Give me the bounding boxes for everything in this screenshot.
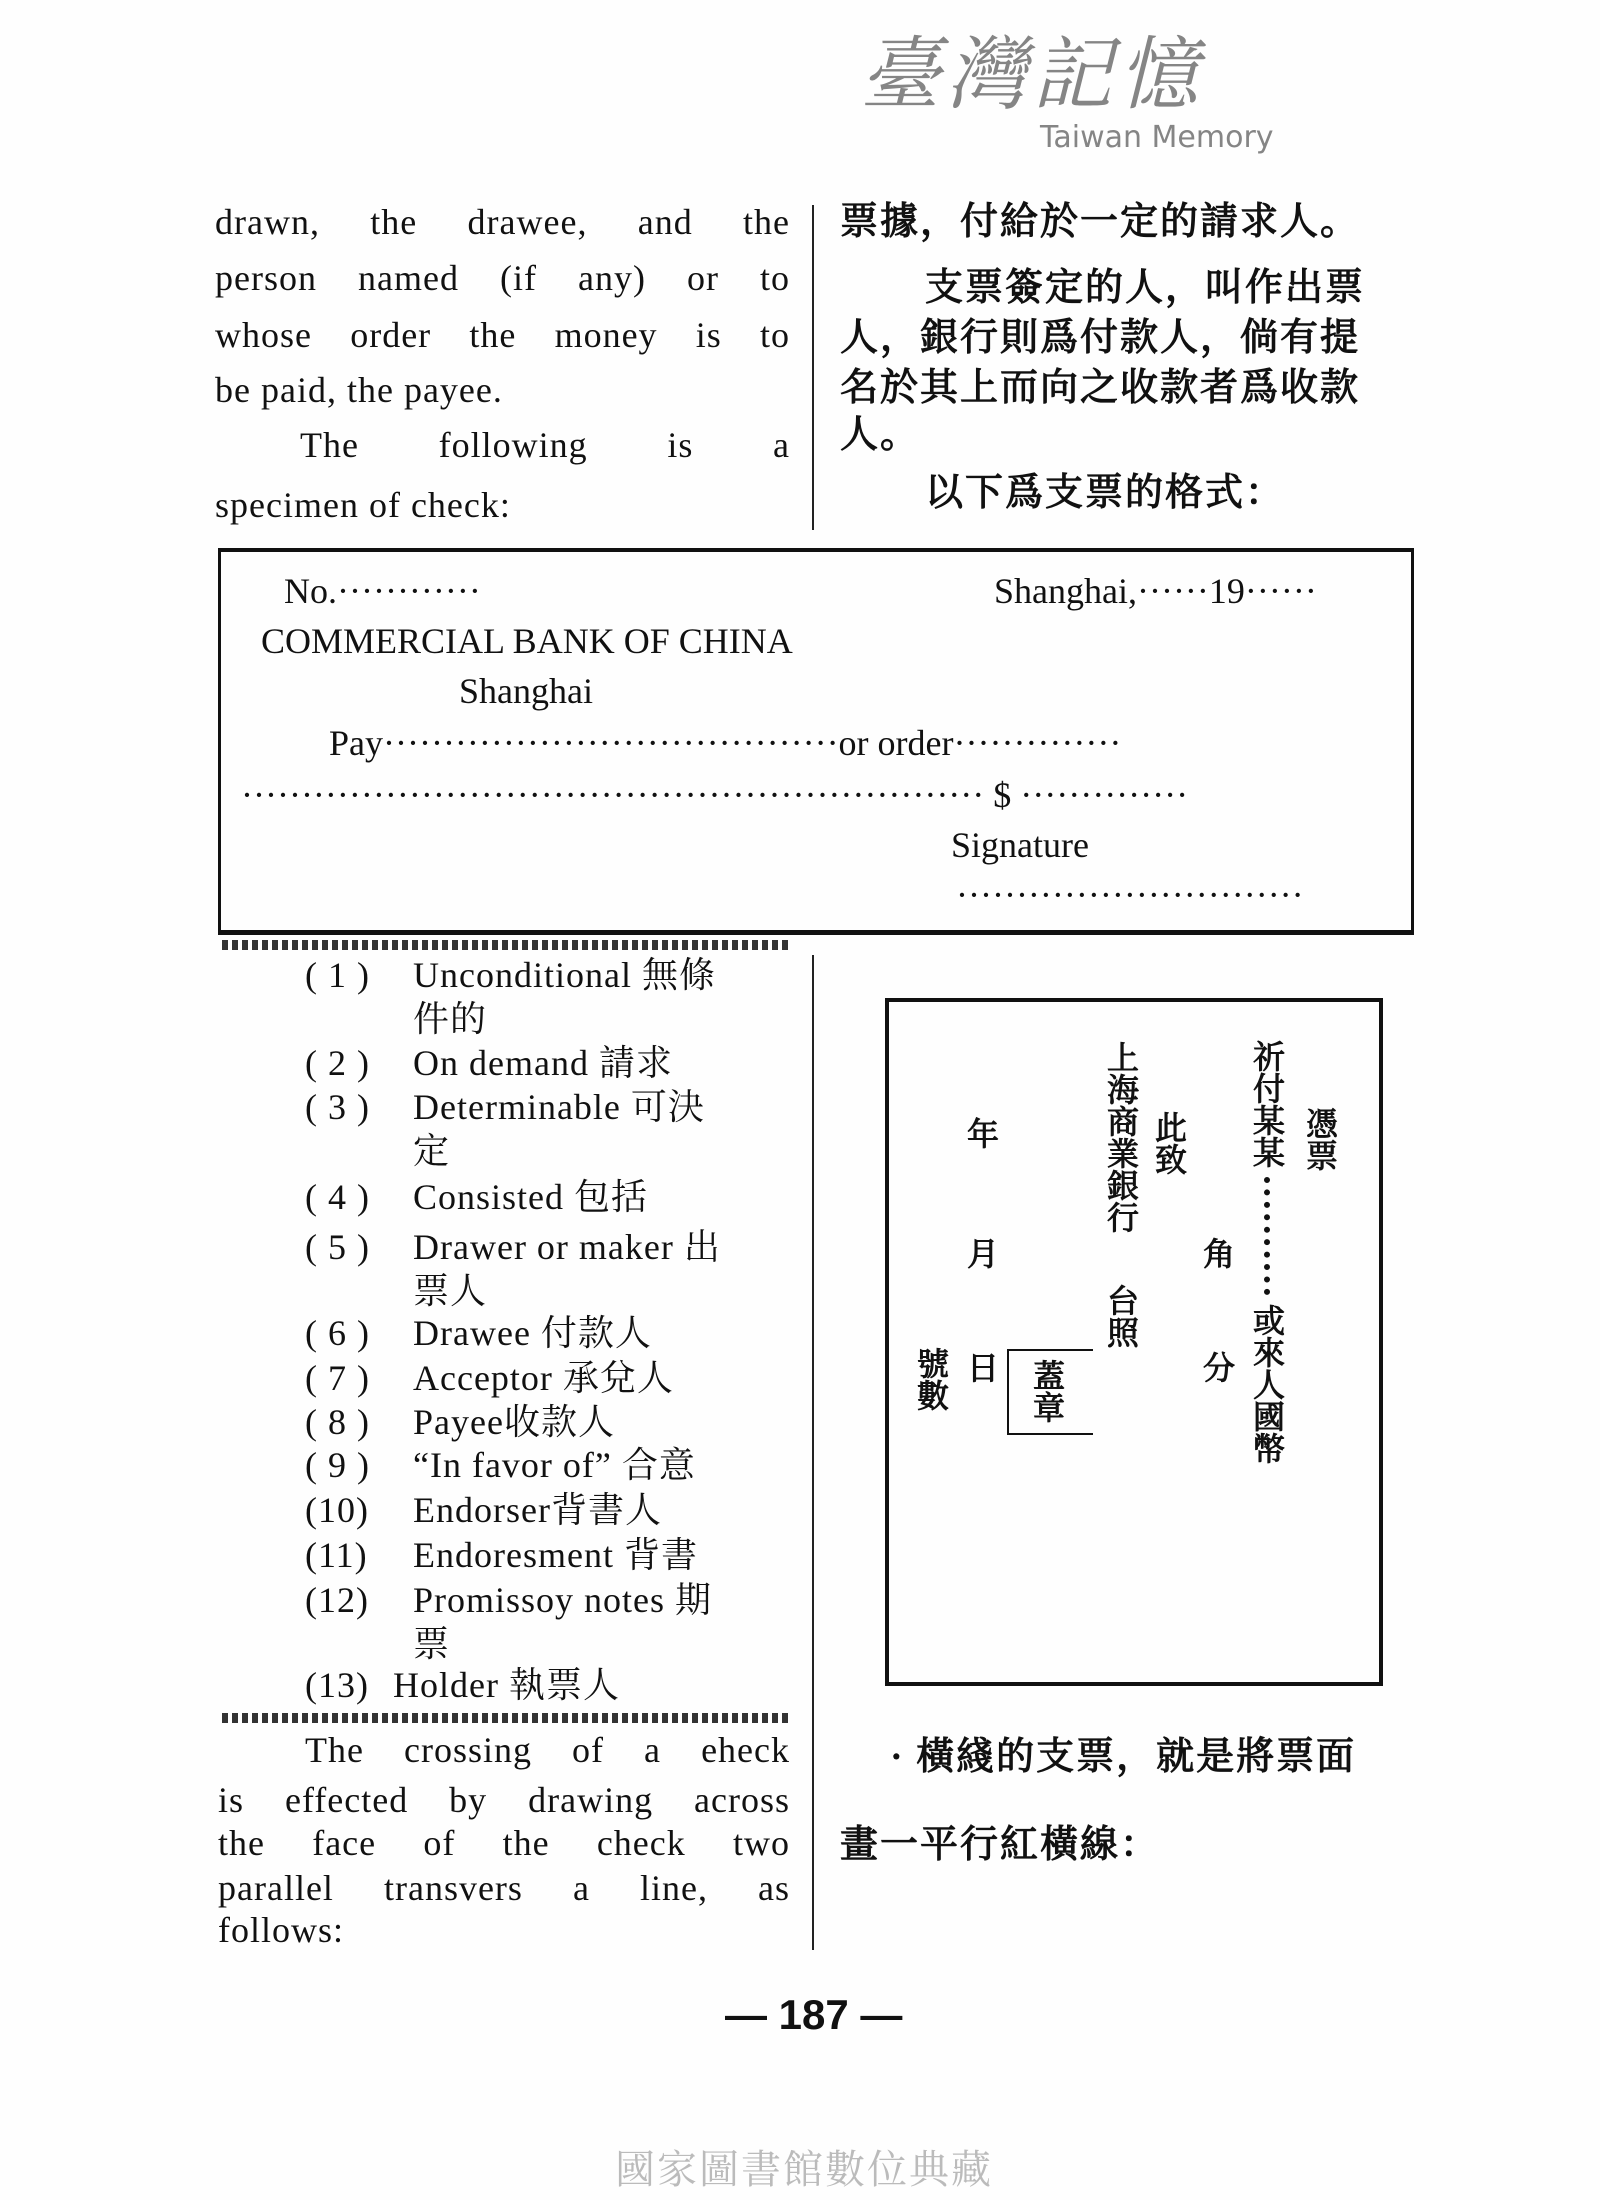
vocab-term: “In favor of” 合意 bbox=[413, 1445, 696, 1485]
cn-check-col: 此致 bbox=[1150, 1111, 1188, 1175]
cn-check-col: 或來人國幣 bbox=[1248, 1304, 1286, 1464]
vocab-term: Payee收款人 bbox=[413, 1402, 615, 1442]
cn-check-col: 角 bbox=[1198, 1237, 1236, 1269]
cn-check-col: 分 bbox=[1198, 1351, 1236, 1383]
check-amount-line: ······························································ $ ·············· bbox=[241, 775, 1189, 815]
vocab-term: Drawer or maker 出 bbox=[413, 1227, 721, 1267]
cn-check-col: 日 bbox=[962, 1351, 1000, 1383]
vocab-number: (10) bbox=[305, 1490, 369, 1530]
left-top-line: person named (if any) or to bbox=[215, 258, 790, 298]
check-bank-name: COMMERCIAL BANK OF CHINA bbox=[261, 621, 793, 661]
left-bottom-line: the face of the check two bbox=[218, 1823, 790, 1863]
vocab-term: Promissoy notes 期 bbox=[413, 1580, 713, 1620]
vocab-number: (11) bbox=[305, 1535, 368, 1575]
cn-check-col: 上海商業銀行 bbox=[1102, 1041, 1140, 1233]
cn-check-col: 祈付某某 bbox=[1248, 1040, 1286, 1168]
check-place-date: Shanghai,······19······ bbox=[994, 571, 1317, 611]
vocab-term: Endoresment 背書 bbox=[413, 1535, 698, 1575]
vocab-term: Drawee 付款人 bbox=[413, 1313, 652, 1353]
left-top-line: whose order the money is to bbox=[215, 315, 790, 355]
vocab-term: On demand 請求 bbox=[413, 1043, 673, 1083]
right-top-line: 支票簽定的人，叫作出票 bbox=[925, 267, 1366, 309]
vocab-number: ( 7 ) bbox=[305, 1358, 370, 1398]
check-specimen bbox=[218, 548, 1414, 935]
vocab-term-continued: 件的 bbox=[413, 999, 488, 1039]
vocab-number: (13) bbox=[305, 1665, 369, 1705]
right-bottom-line: 畫一平行紅橫線： bbox=[840, 1824, 1161, 1866]
vocab-term: Unconditional 無條 bbox=[413, 955, 716, 995]
vocab-term: Endorser背書人 bbox=[413, 1490, 662, 1530]
cn-check-col: 台照 bbox=[1102, 1284, 1140, 1348]
left-bottom-line: parallel transvers a line, as bbox=[218, 1868, 790, 1908]
right-top-line: 人，銀行則爲付款人，倘有提 bbox=[840, 317, 1361, 359]
cn-check-col: 號數 bbox=[912, 1347, 950, 1411]
vocab-number: ( 1 ) bbox=[305, 955, 370, 995]
vocab-number: ( 3 ) bbox=[305, 1087, 370, 1127]
vocab-term-continued: 定 bbox=[413, 1131, 451, 1171]
vocab-term: Acceptor 承兌人 bbox=[413, 1358, 674, 1398]
left-bottom-line: follows: bbox=[218, 1910, 345, 1950]
right-top-line: 人。 bbox=[840, 414, 921, 456]
watermark-zh: 臺灣記憶 bbox=[860, 28, 1204, 121]
page-number: — 187 — bbox=[725, 1991, 903, 2038]
right-top-line: 以下爲支票的格式： bbox=[925, 472, 1286, 514]
vocab-term: Holder 執票人 bbox=[393, 1665, 620, 1705]
vocab-number: ( 4 ) bbox=[305, 1177, 370, 1217]
column-divider bbox=[812, 955, 814, 1950]
cn-check-col: 蓋章 bbox=[1028, 1359, 1066, 1423]
left-top-line: drawn, the drawee, and the bbox=[215, 202, 790, 242]
vocab-number: (12) bbox=[305, 1580, 369, 1620]
vocab-number: ( 2 ) bbox=[305, 1043, 370, 1083]
wavy-divider bbox=[222, 1713, 792, 1723]
right-top-line: 名於其上而向之收款者爲收款 bbox=[840, 367, 1361, 409]
vocab-term-continued: 票人 bbox=[413, 1271, 488, 1311]
watermark-en: Taiwan Memory bbox=[1040, 120, 1274, 155]
check-city: Shanghai bbox=[459, 671, 593, 711]
check-number: No.············ bbox=[284, 571, 481, 611]
check-signature-label: Signature bbox=[951, 825, 1089, 865]
vocab-number: ( 6 ) bbox=[305, 1313, 370, 1353]
column-divider bbox=[812, 205, 814, 530]
library-footer: 國家圖書館數位典藏 bbox=[615, 2147, 993, 2193]
vocab-number: ( 5 ) bbox=[305, 1227, 370, 1267]
vocab-number: ( 9 ) bbox=[305, 1445, 370, 1485]
vocab-term: Consisted 包括 bbox=[413, 1177, 649, 1217]
left-top-line: The following is a bbox=[300, 425, 790, 465]
right-top-line: 票據，付給於一定的請求人。 bbox=[840, 201, 1361, 243]
cn-check-col: 憑票 bbox=[1301, 1107, 1339, 1171]
vocab-term: Determinable 可決 bbox=[413, 1087, 705, 1127]
chinese-check-specimen bbox=[885, 998, 1383, 1686]
cn-check-col: 月 bbox=[962, 1237, 1000, 1269]
check-signature-line: ····························· bbox=[956, 875, 1304, 915]
watermark-logo bbox=[860, 30, 1274, 156]
left-top-line: specimen of check: bbox=[215, 485, 511, 525]
left-bottom-line: is effected by drawing across bbox=[218, 1780, 790, 1820]
right-bottom-line: · 橫綫的支票，就是將票面 bbox=[890, 1736, 1357, 1778]
cn-check-col: 年 bbox=[962, 1117, 1000, 1149]
left-top-line: be paid, the payee. bbox=[215, 370, 503, 410]
check-pay-line: Pay······································or order·············· bbox=[329, 723, 1122, 763]
vocab-term-continued: 票 bbox=[413, 1624, 451, 1664]
vocab-number: ( 8 ) bbox=[305, 1402, 370, 1442]
dotted-fill-line bbox=[1264, 1177, 1270, 1295]
left-bottom-line: The crossing of a eheck bbox=[305, 1730, 790, 1770]
wavy-divider bbox=[222, 940, 792, 950]
